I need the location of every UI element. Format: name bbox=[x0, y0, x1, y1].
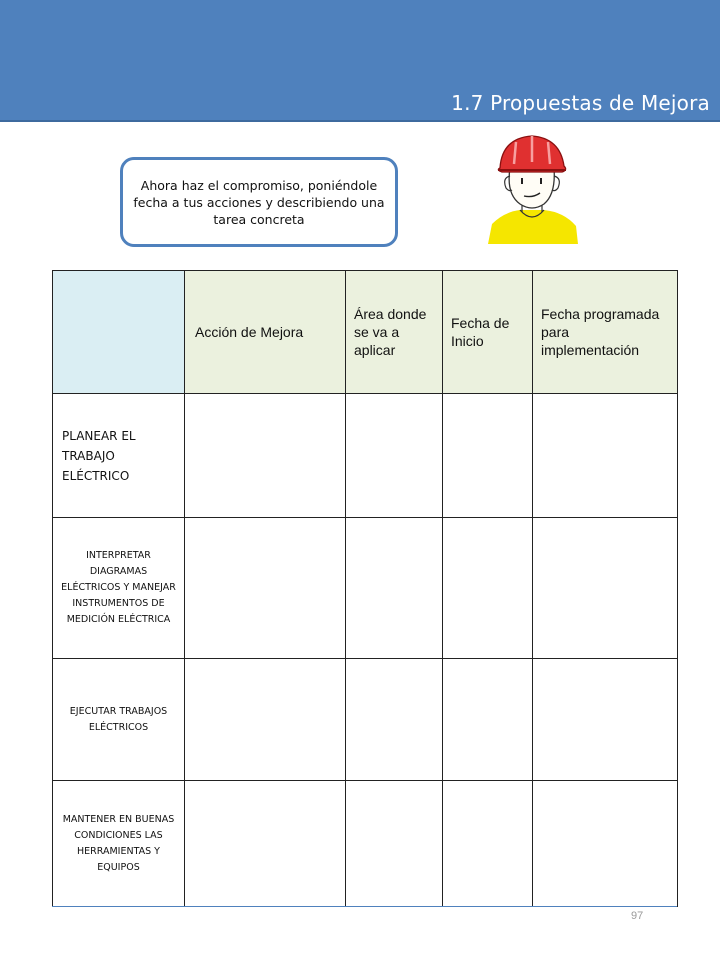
table-cell-fecha-programada[interactable] bbox=[533, 394, 678, 518]
table-corner-cell bbox=[53, 271, 185, 394]
page-header-banner bbox=[0, 0, 720, 122]
footer-rule bbox=[52, 906, 677, 907]
table-cell-fecha-inicio[interactable] bbox=[443, 518, 533, 659]
table-cell-fecha-programada[interactable] bbox=[533, 518, 678, 659]
table-row bbox=[53, 659, 678, 781]
worker-with-hardhat-icon bbox=[484, 132, 580, 244]
table-cell-fecha-programada[interactable] bbox=[533, 781, 678, 907]
row-label-planear: PLANEAR EL TRABAJO ELÉCTRICO bbox=[53, 394, 185, 518]
table-header-row bbox=[53, 271, 678, 394]
table-row bbox=[53, 518, 678, 659]
column-header-fecha-inicio: Fecha de Inicio bbox=[443, 271, 533, 394]
column-header-accion: Acción de Mejora bbox=[185, 271, 346, 394]
table-cell-area[interactable] bbox=[346, 394, 443, 518]
column-header-area: Área donde se va a aplicar bbox=[346, 271, 443, 394]
table-cell-accion[interactable] bbox=[185, 781, 346, 907]
improvement-plan-table bbox=[52, 270, 678, 907]
page-number: 97 bbox=[631, 910, 644, 922]
section-title: 1.7 Propuestas de Mejora bbox=[451, 91, 710, 115]
table-cell-area[interactable] bbox=[346, 781, 443, 907]
speech-bubble-text: Ahora haz el compromiso, poniéndole fecha a tus acciones y describiendo una tarea concreta bbox=[133, 177, 385, 227]
speech-bubble bbox=[120, 157, 398, 247]
column-header-fecha-programada: Fecha programada para implementación bbox=[533, 271, 678, 394]
table-cell-area[interactable] bbox=[346, 659, 443, 781]
table-cell-accion[interactable] bbox=[185, 394, 346, 518]
row-label-mantener: MANTENER EN BUENAS CONDICIONES LAS HERRAMIENTAS Y EQUIPOS bbox=[53, 781, 185, 907]
table-cell-area[interactable] bbox=[346, 518, 443, 659]
table-cell-accion[interactable] bbox=[185, 659, 346, 781]
table-cell-fecha-programada[interactable] bbox=[533, 659, 678, 781]
table-cell-fecha-inicio[interactable] bbox=[443, 659, 533, 781]
table-cell-fecha-inicio[interactable] bbox=[443, 781, 533, 907]
table-row bbox=[53, 394, 678, 518]
table-row bbox=[53, 781, 678, 907]
table-cell-fecha-inicio[interactable] bbox=[443, 394, 533, 518]
row-label-ejecutar: EJECUTAR TRABAJOS ELÉCTRICOS bbox=[53, 659, 185, 781]
table-cell-accion[interactable] bbox=[185, 518, 346, 659]
row-label-interpretar: INTERPRETAR DIAGRAMAS ELÉCTRICOS Y MANEJAR INSTRUMENTOS DE MEDICIÓN ELÉCTRICA bbox=[53, 518, 185, 659]
